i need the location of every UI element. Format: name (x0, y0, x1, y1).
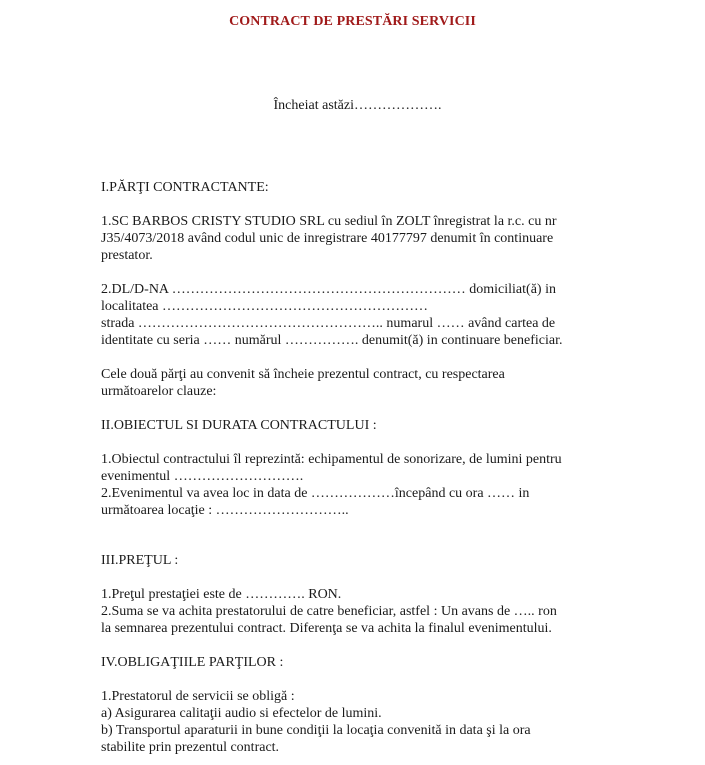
section-1-paragraph-1-line-1: 1.SC BARBOS CRISTY STUDIO SRL cu sediul în ZOLT înregistrat la r.c. cu nr (101, 214, 557, 229)
section-3-line-1: 1.Preţul prestaţiei este de …………. RON. (101, 587, 342, 602)
section-1-paragraph-2-line-2: localitatea ………………………………………………… (101, 299, 429, 314)
section-2-line-4: următoarea locaţie : ……………………….. (101, 503, 349, 518)
section-1-paragraph-2-line-4: identitate cu seria …… numărul ……………. denumit(ă) in continuare beneficiar. (101, 333, 563, 348)
section-1-paragraph-2-line-1: 2.DL/D-NA ……………………………………………………… domiciliat(ă) in (101, 282, 556, 297)
section-3-line-2: 2.Suma se va achita prestatorului de catre beneficiar, astfel : Un avans de ….. ron (101, 604, 557, 619)
section-1-paragraph-3-line-1: Cele două părţi au convenit să încheie prezentul contract, cu respectarea (101, 367, 505, 382)
section-2-line-1: 1.Obiectul contractului îl reprezintă: echipamentul de sonorizare, de lumini pentru (101, 452, 562, 467)
section-4-heading: IV.OBLIGAŢIILE PARŢILOR : (101, 655, 284, 670)
section-1-paragraph-2-line-3: strada …………………………………………….. numarul …… având cartea de (101, 316, 556, 331)
section-3-heading: III.PREŢUL : (101, 553, 179, 568)
section-1-paragraph-3-line-2: următoarelor clauze: (101, 384, 217, 399)
section-1-paragraph-1-line-3: prestator. (101, 248, 153, 263)
section-4-line-4: stabilite prin prezentul contract. (101, 740, 280, 755)
concluded-date-line: Încheiat astăzi………………. (273, 98, 442, 113)
section-1-paragraph-1-line-2: J35/4073/2018 având codul unic de inregistrare 40177797 denumit în continuare (101, 231, 554, 246)
section-1-heading: I.PĂRŢI CONTRACTANTE: (101, 180, 269, 195)
section-4-line-1: 1.Prestatorul de servicii se obligă : (101, 689, 295, 704)
section-4-line-2: a) Asigurarea calitaţii audio si efectelor de lumini. (101, 706, 382, 721)
document-title: CONTRACT DE PRESTĂRI SERVICII (229, 14, 476, 29)
section-2-line-3: 2.Evenimentul va avea loc in data de ………………începând cu ora …… in (101, 486, 530, 501)
section-2-line-2: evenimentul ………………………. (101, 469, 304, 484)
section-3-line-3: la semnarea prezentului contract. Diferenţa se va achita la finalul evenimentului. (101, 621, 552, 636)
section-2-heading: II.OBIECTUL SI DURATA CONTRACTULUI : (101, 418, 377, 433)
section-4-line-3: b) Transportul aparaturii in bune condiţii la locaţia convenită in data şi la ora (101, 723, 531, 738)
